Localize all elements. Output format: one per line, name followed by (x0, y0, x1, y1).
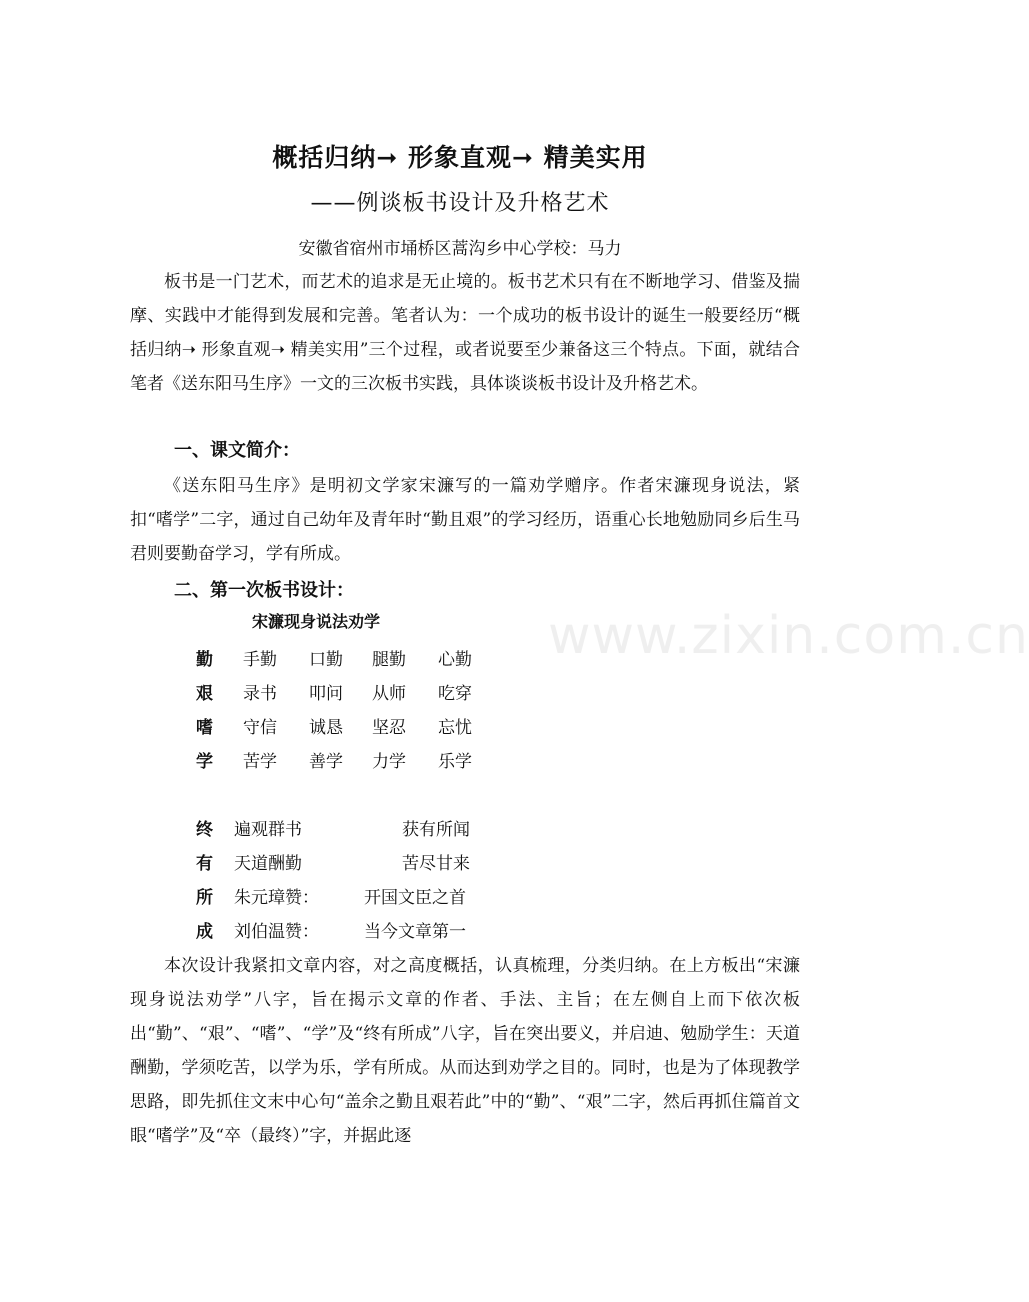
section-2-heading: 二、第一次板书设计： (174, 580, 354, 601)
document-subtitle: ——例谈板书设计及升格艺术 (310, 191, 610, 216)
board-cell: 录书 (243, 684, 277, 704)
intro-paragraph: 板书是一门艺术，而艺术的追求是无止境的。板书艺术只有在不断地学习、借鉴及揣摩、实践中才能得到发展和完善。笔者认为：一个成功的板书设计的诞生一般要经历“概括归纳➝ 形象直观➝ 精美实用”三个过程，或者说要至少兼备这三个特点。下面，就结合笔者《送东阳马生序》一文的三次板书实践，具体谈谈板书设计及升格艺术。 (130, 272, 800, 394)
board-row-lead: 嗜 (196, 718, 213, 738)
document-title: 概括归纳➞ 形象直观➞ 精美实用 (272, 143, 648, 172)
board-cell: 心勤 (438, 650, 472, 670)
board-cell: 诚恳 (309, 718, 343, 738)
board-row-lead: 勤 (196, 650, 213, 670)
board-row-lead: 有 (196, 854, 213, 874)
board-cell-left: 刘伯温赞： (234, 922, 319, 942)
board-row-lead: 所 (196, 888, 213, 908)
author-line: 安徽省宿州市埇桥区蒿沟乡中心学校：马力 (298, 239, 622, 259)
board-cell-left: 天道酬勤 (234, 854, 302, 874)
board-cell: 吃穿 (438, 684, 472, 704)
section-1-heading: 一、课文简介： (174, 440, 300, 461)
board-cell: 口勤 (309, 650, 343, 670)
board-cell: 腿勤 (372, 650, 406, 670)
board-cell: 叩问 (309, 684, 343, 704)
board-cell-left: 朱元璋赞： (234, 888, 319, 908)
board-cell: 守信 (243, 718, 277, 738)
watermark: www.zixin.com.cn (548, 606, 1029, 666)
board-cell: 从师 (372, 684, 406, 704)
board-cell: 力学 (372, 752, 406, 772)
board-cell-left: 遍观群书 (234, 820, 302, 840)
board-cell: 坚忍 (372, 718, 406, 738)
board-cell: 忘忧 (438, 718, 472, 738)
section-2-paragraph: 本次设计我紧扣文章内容，对之高度概括，认真梳理，分类归纳。在上方板出“宋濂现身说法劝学”八字，旨在揭示文章的作者、手法、主旨；在左侧自上而下依次板出“勤”、“艰”、“嗜”、“学”及“终有所成”八字，旨在突出要义，并启迪、勉励学生：天道酬勤，学须吃苦，以学为乐，学有所成。从而达到劝学之目的。同时，也是为了体现教学思路，即先抓住文末中心句“盖余之勤且艰若此”中的“勤”、“艰”二字，然后再抓住篇首文眼“嗜学”及“卒（最终）”字，并据此逐 (130, 956, 800, 1146)
board-cell-right: 开国文臣之首 (364, 888, 466, 908)
board-row-lead: 学 (196, 752, 213, 772)
board-cell: 乐学 (438, 752, 472, 772)
board-row-lead: 终 (196, 820, 213, 840)
board-cell: 善学 (309, 752, 343, 772)
board-row-lead: 成 (196, 922, 213, 942)
board-title: 宋濂现身说法劝学 (252, 612, 381, 631)
board-cell-right: 苦尽甘来 (402, 854, 470, 874)
section-1-paragraph: 《送东阳马生序》是明初文学家宋濂写的一篇劝学赠序。作者宋濂现身说法，紧扣“嗜学”二字，通过自己幼年及青年时“勤且艰”的学习经历，语重心长地勉励同乡后生马君则要勤奋学习，学有所成。 (130, 476, 800, 564)
board-cell: 苦学 (243, 752, 277, 772)
board-cell-right: 获有所闻 (402, 820, 470, 840)
board-cell: 手勤 (243, 650, 277, 670)
board-cell-right: 当今文章第一 (364, 922, 466, 942)
board-row-lead: 艰 (196, 684, 213, 704)
